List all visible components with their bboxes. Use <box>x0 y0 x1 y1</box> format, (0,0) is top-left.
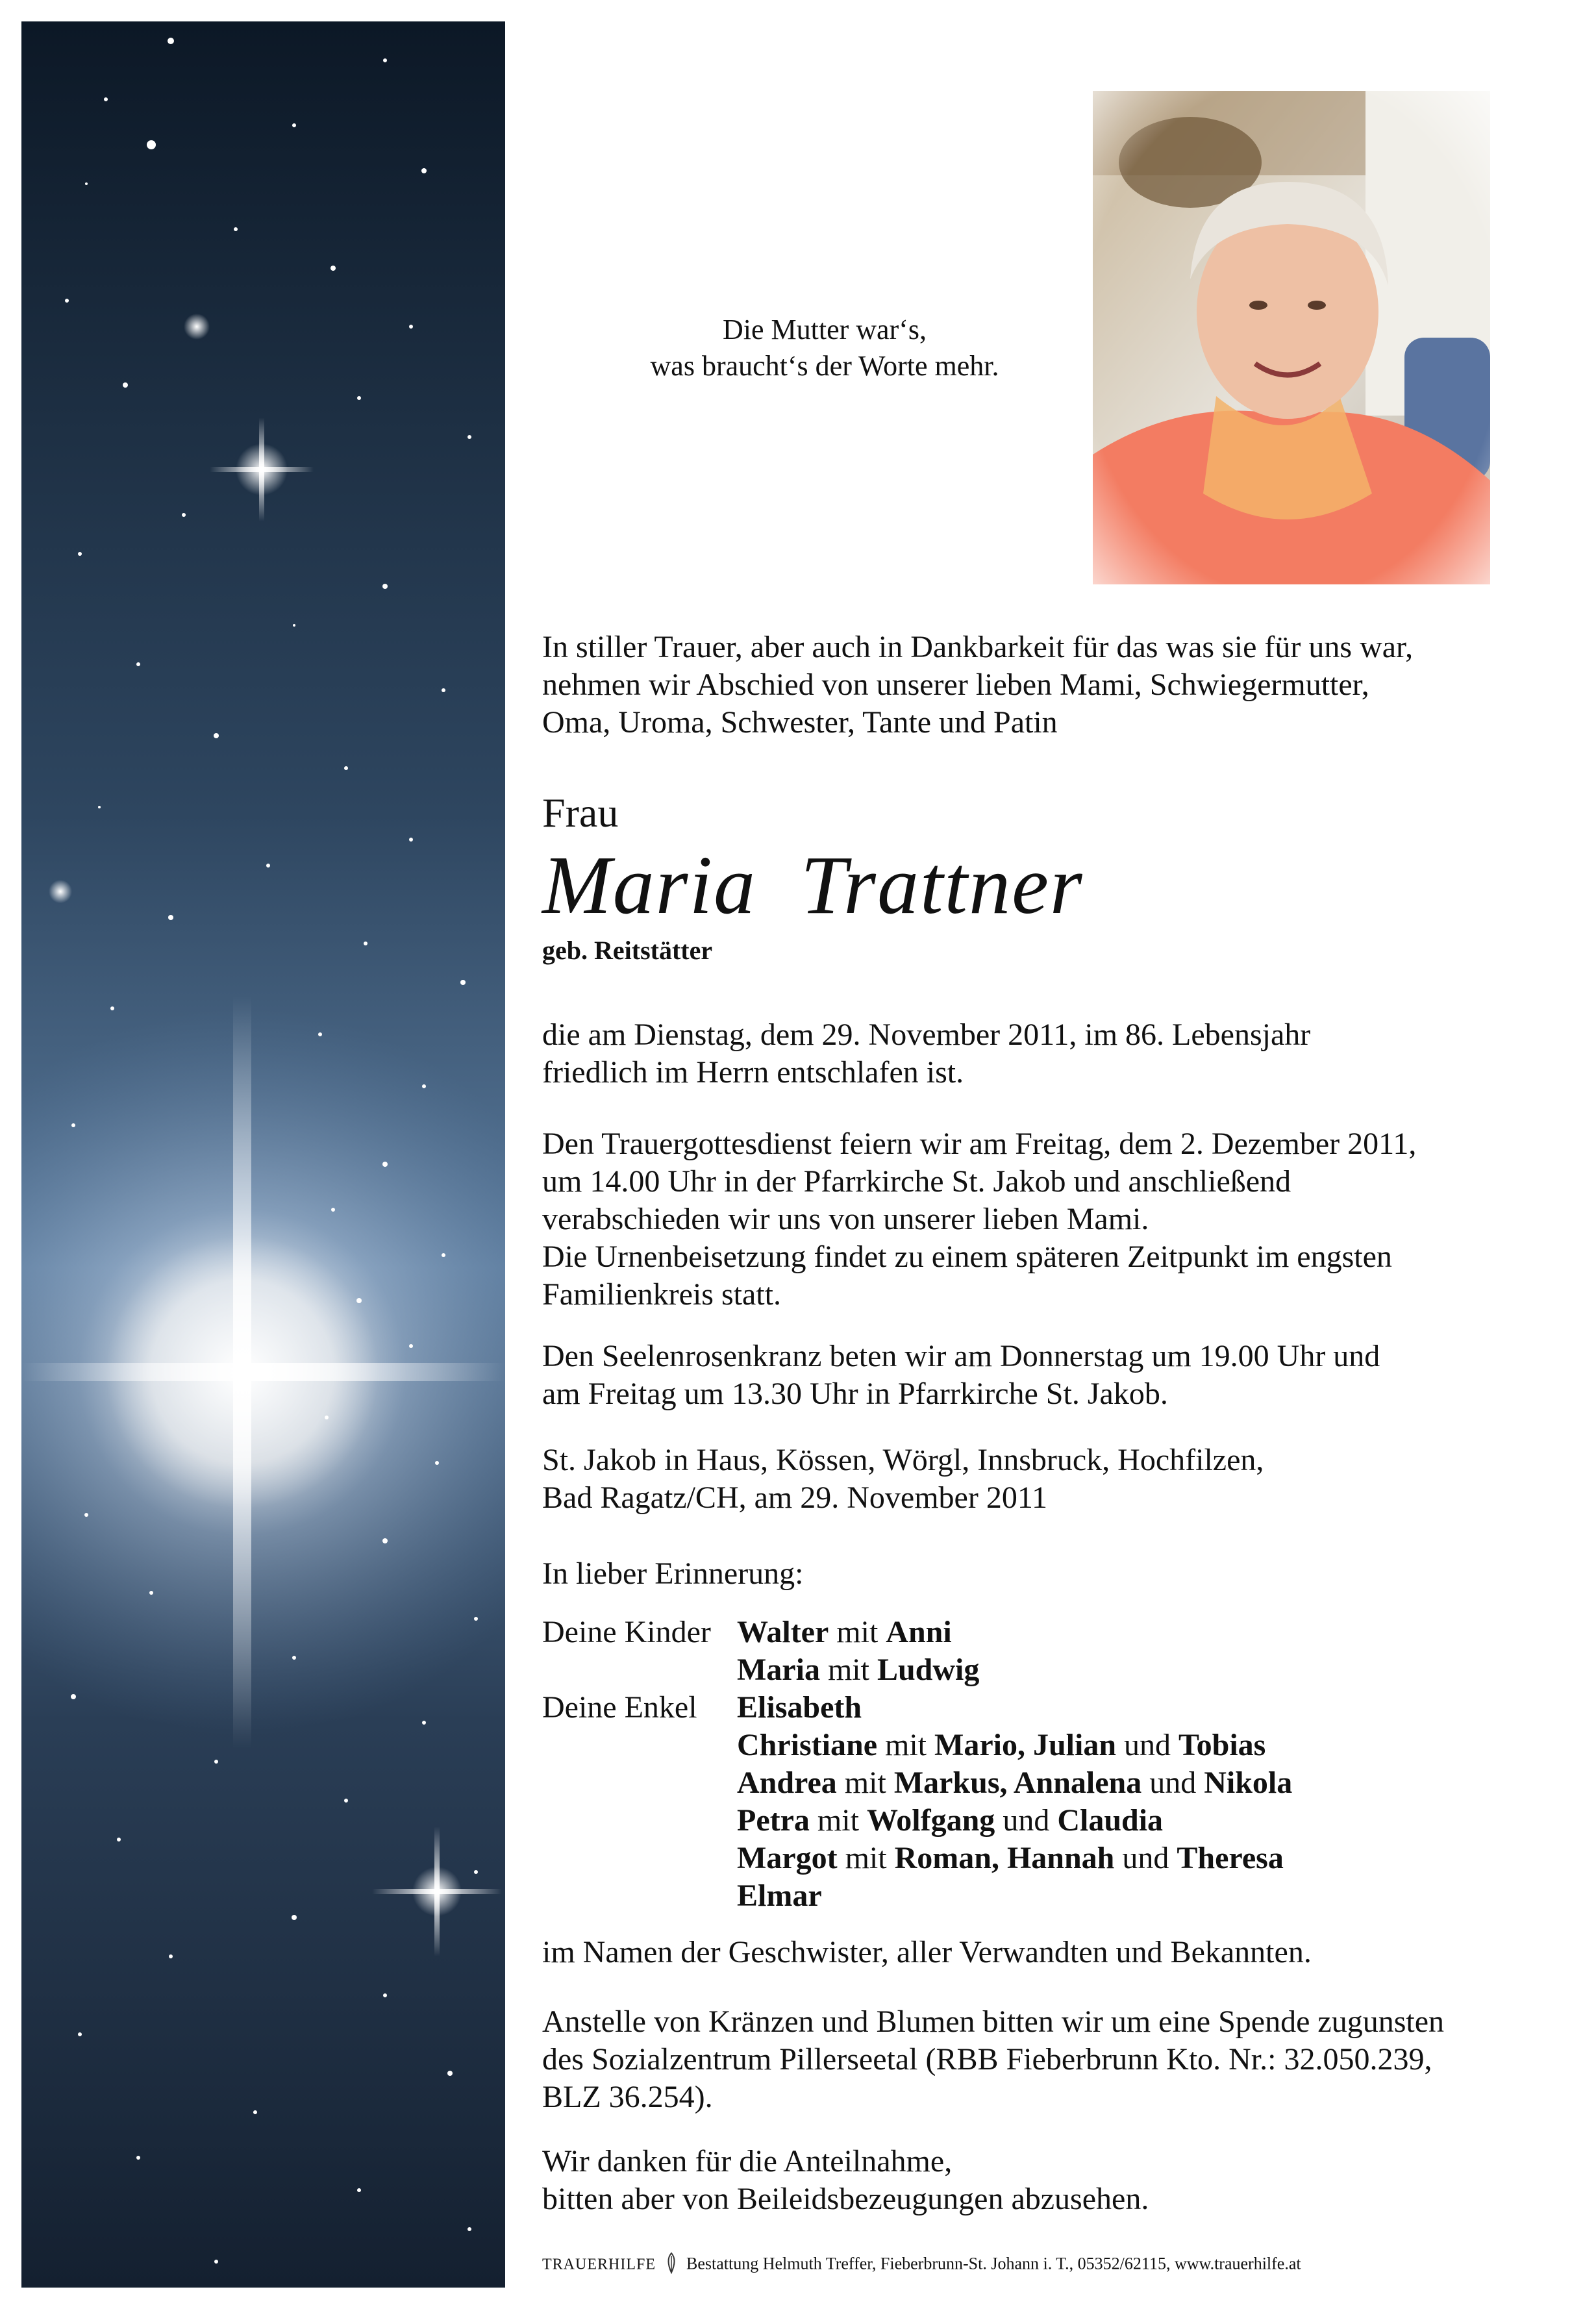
family-name: Claudia <box>1057 1803 1164 1838</box>
family-row <box>737 1764 1292 1802</box>
service-line-4: Die Urnenbeisetzung findet zu einem späteren Zeitpunkt im engsten <box>542 1240 1392 1274</box>
intro-line-2: nehmen wir Abschied von unserer lieben Mami, Schwiegermutter, <box>542 668 1369 702</box>
family-name: Walter <box>737 1615 829 1649</box>
rosary-text <box>542 1338 1380 1413</box>
family-row <box>737 1802 1163 1840</box>
leaf-icon <box>664 2252 679 2278</box>
title-frau: Frau <box>542 790 619 836</box>
family-name: Elmar <box>737 1878 822 1913</box>
family-connector: und <box>1141 1766 1204 1800</box>
family-connector: mit <box>836 1766 894 1800</box>
family-name: Ludwig <box>877 1653 980 1687</box>
family-row <box>737 1614 952 1651</box>
donation-line-2: des Sozialzentrum Pillerseetal (RBB Fieberbrunn Kto. Nr.: 32.050.239, <box>542 2042 1432 2077</box>
family-row <box>737 1877 822 1915</box>
family-name: Roman, Hannah <box>894 1841 1115 1875</box>
service-line-2: um 14.00 Uhr in der Pfarrkirche St. Jakob und anschließend <box>542 1164 1291 1199</box>
family-connector: und <box>1116 1728 1179 1762</box>
place-text <box>542 1442 1264 1517</box>
service-line-1: Den Trauergottesdienst feiern wir am Freitag, dem 2. Dezember 2011, <box>542 1127 1417 1161</box>
footer-brand: TRAUERHILFE <box>542 2256 656 2273</box>
family-name: Petra <box>737 1803 810 1838</box>
thanks-line-2: bitten aber von Beileidsbezeugungen abzusehen. <box>542 2182 1149 2216</box>
family-name: Wolfgang <box>866 1803 995 1838</box>
death-line-1: die am Dienstag, dem 29. November 2011, im 86. Lebensjahr <box>542 1017 1311 1052</box>
family-connector: mit <box>819 1653 877 1687</box>
service-text <box>542 1125 1416 1314</box>
footer-text: Bestattung Helmuth Treffer, Fieberbrunn-St. Johann i. T., 05352/62115, www.trauerhilfe.at <box>686 2254 1301 2273</box>
family-name: Andrea <box>737 1766 837 1800</box>
starry-sky-image <box>21 21 505 2288</box>
intro-line-1: In stiller Trauer, aber auch in Dankbarkeit für das was sie für uns war, <box>542 630 1414 664</box>
thanks-text <box>542 2143 1149 2218</box>
rosary-line-1: Den Seelenrosenkranz beten wir am Donnerstag um 19.00 Uhr und <box>542 1339 1380 1373</box>
death-line-2: friedlich im Herrn entschlafen ist. <box>542 1055 964 1090</box>
family-name: Markus, Annalena <box>893 1766 1142 1800</box>
thanks-line-1: Wir danken für die Anteilnahme, <box>542 2144 953 2178</box>
children-label: Deine Kinder <box>542 1615 711 1649</box>
family-name: Maria <box>737 1653 820 1687</box>
grandchildren-label: Deine Enkel <box>542 1690 697 1725</box>
family-name: Elisabeth <box>737 1690 862 1725</box>
motto-line-1: Die Mutter war‘s, <box>722 314 927 345</box>
memory-heading: In lieber Erinnerung: <box>542 1556 804 1591</box>
family-name: Anni <box>886 1615 952 1649</box>
intro-text <box>542 629 1413 742</box>
donation-text <box>542 2003 1444 2116</box>
birth-name: geb. Reitstätter <box>542 936 713 965</box>
starry-sky-graphic <box>21 21 505 2288</box>
footer <box>542 2252 1301 2278</box>
family-name: Christiane <box>737 1728 877 1762</box>
family-connector: und <box>995 1803 1058 1838</box>
donation-line-1: Anstelle von Kränzen und Blumen bitten wir um eine Spende zugunsten <box>542 2004 1445 2039</box>
family-row <box>737 1689 862 1727</box>
family-connector: mit <box>829 1615 886 1649</box>
family-list <box>542 1614 1451 1919</box>
donation-line-3: BLZ 36.254). <box>542 2080 713 2114</box>
motto <box>532 312 1117 384</box>
family-name: Theresa <box>1177 1841 1284 1875</box>
deceased-name: Maria Trattner <box>542 839 1084 931</box>
death-text <box>542 1016 1310 1092</box>
family-connector: mit <box>877 1728 935 1762</box>
family-connector: mit <box>837 1841 895 1875</box>
rosary-line-2: am Freitag um 13.30 Uhr in Pfarrkirche St. Jakob. <box>542 1377 1168 1411</box>
family-row <box>737 1727 1266 1764</box>
place-line-2: Bad Ragatz/CH, am 29. November 2011 <box>542 1480 1048 1515</box>
service-line-5: Familienkreis statt. <box>542 1277 781 1312</box>
family-row <box>737 1840 1284 1877</box>
motto-line-2: was braucht‘s der Worte mehr. <box>650 350 999 382</box>
portrait-photo <box>1093 91 1490 584</box>
family-name: Margot <box>737 1841 838 1875</box>
service-line-3: verabschieden wir uns von unserer lieben Mami. <box>542 1202 1149 1236</box>
portrait-graphic <box>1093 91 1490 584</box>
family-row <box>737 1651 979 1689</box>
family-name: Tobias <box>1178 1728 1266 1762</box>
family-connector: mit <box>809 1803 867 1838</box>
place-line-1: St. Jakob in Haus, Kössen, Wörgl, Innsbruck, Hochfilzen, <box>542 1443 1264 1477</box>
family-name: Mario, Julian <box>934 1728 1117 1762</box>
family-connector: und <box>1114 1841 1177 1875</box>
intro-line-3: Oma, Uroma, Schwester, Tante und Patin <box>542 705 1058 740</box>
family-name: Nikola <box>1204 1766 1293 1800</box>
relatives-text: im Namen der Geschwister, aller Verwandten und Bekannten. <box>542 1935 1312 1969</box>
